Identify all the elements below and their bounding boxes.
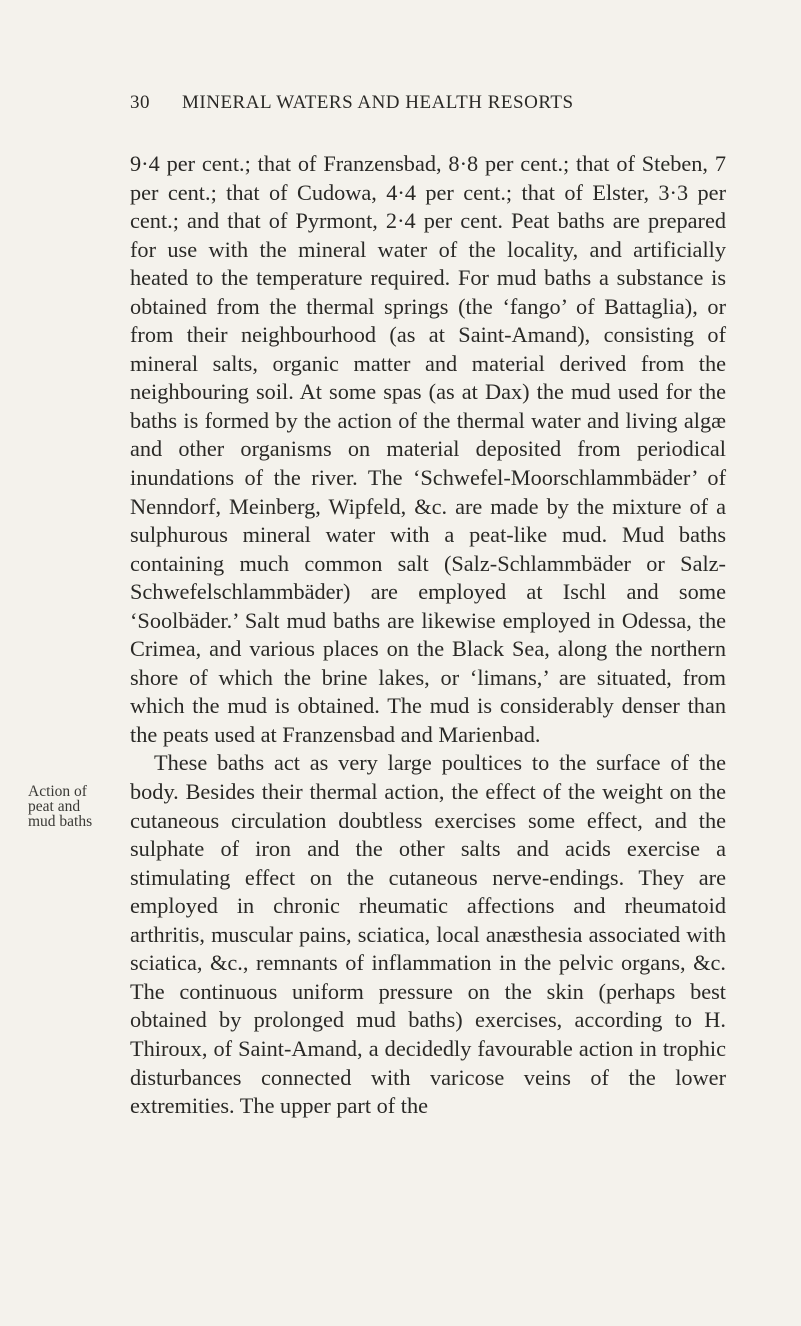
body-text: [130, 150, 726, 1121]
margin-note: [28, 784, 100, 829]
running-title: MINERAL WATERS AND HEALTH RESORTS: [182, 92, 574, 113]
page-number: 30: [130, 92, 150, 113]
paragraph-mud-baths-action: These baths act as very large poultices to the surface of the body. Besides their thermal action, the effect of the weight on the cutaneous circulation doubtless exercises some effect, and the sulphate of iron and the other salts and acids exercise a stimulating effect on the cutaneous nerve-endings. They are employed in chronic rheumatic affections and rheumatoid arthritis, muscular pains, sciatica, local anæsthesia associated with sciatica, &c., remnants of inflammation in the pelvic organs, &c. The continuous uniform pressure on the skin (perhaps best obtained by prolonged mud baths) exercises, according to H. Thiroux, of Saint-Amand, a decidedly favourable action in trophic disturbances connected with varicose veins of the lower extremities. The upper part of the: [130, 750, 726, 1119]
margin-note-line: mud baths: [28, 813, 93, 830]
paragraph-continued: 9·4 per cent.; that of Franzensbad, 8·8 per cent.; that of Steben, 7 per cent.; that of Cudowa, 4·4 per cent.; that of Elster, 3·3 per cent.; and that of Pyrmont, 2·4 per cent. Peat baths are prepared for use with the mineral water of the locality, and artificially heated to the temperature required. For mud baths a substance is obtained from the thermal springs (the ‘fango’ of Battaglia), or from their neighbourhood (as at Saint-Amand), consisting of mineral salts, organic matter and material derived from the neighbouring soil. At some spas (as at Dax) the mud used for the baths is formed by the action of the thermal water and living algæ and other organisms on material deposited from periodical inundations of the river. The ‘Schwefel-Moorschlammbäder’ of Nenndorf, Meinberg, Wipfeld, &c. are made by the mixture of a sulphurous mineral water with a peat-like mud. Mud baths containing much common salt (Salz-Schlammbäder or Salz-Schwefelschlammbäder) are employed at Ischl and some ‘Soolbäder.’ Salt mud baths are likewise employed in Odessa, the Crimea, and various places on the Black Sea, along the northern shore of which the brine lakes, or ‘limans,’ are situated, from which the mud is obtained. The mud is considerably denser than the peats used at Franzensbad and Marienbad.: [130, 151, 726, 747]
margin-note-line: peat and: [28, 798, 81, 815]
margin-note-line: Action of: [28, 783, 87, 800]
